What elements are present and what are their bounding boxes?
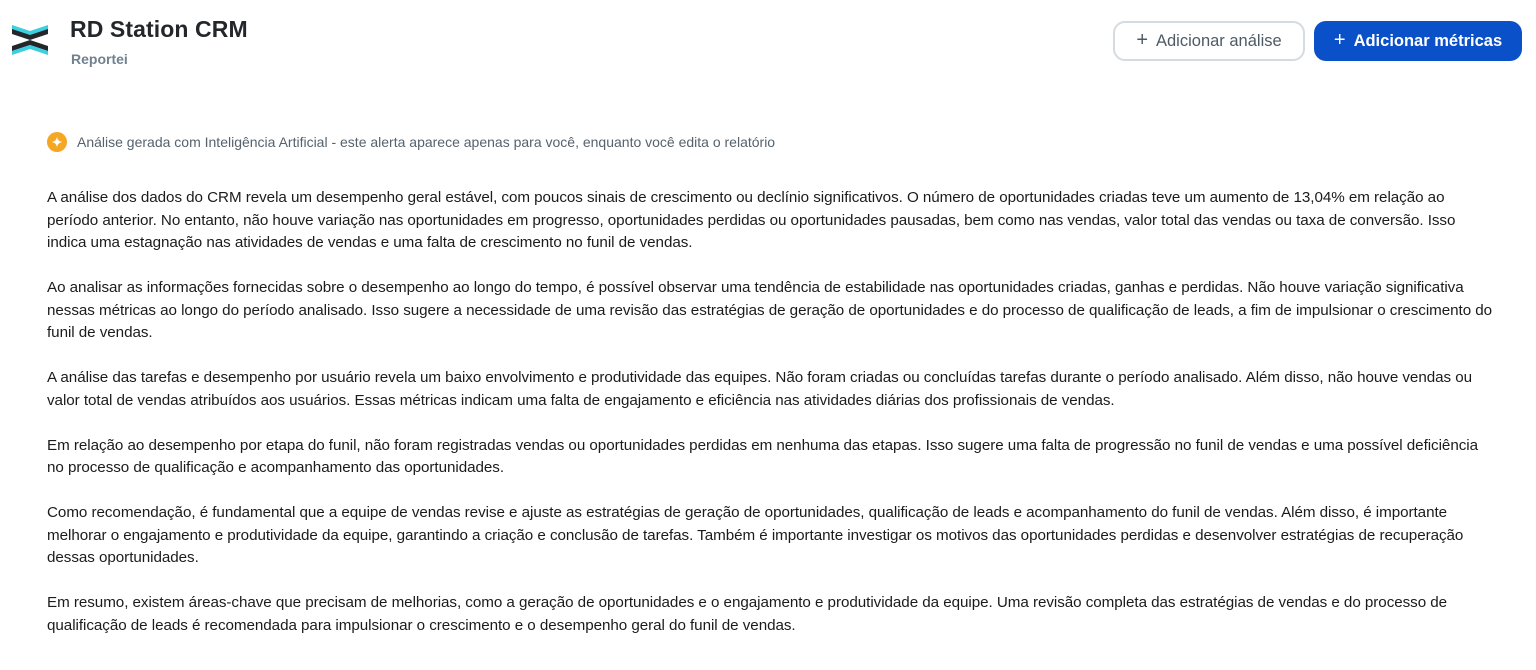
add-analysis-label: Adicionar análise <box>1156 31 1282 50</box>
add-metrics-button[interactable] <box>1314 21 1522 61</box>
analysis-paragraph: Ao analisar as informações fornecidas sobre o desempenho ao longo do tempo, é possível observar uma tendência de estabilidade nas oportunidades criadas, ganhas e perdidas. Não houve variação significativa nessas métricas ao longo do período analisado. Isso sugere a necessidade de uma revisão das estratégias de geração de oportunidades e do processo de qualificação de leads, a fim de impulsionar o crescimento do funil de vendas. <box>47 279 1493 341</box>
plus-icon: + <box>1333 29 1346 51</box>
ai-generated-alert <box>47 132 775 152</box>
report-header <box>0 0 1536 80</box>
add-metrics-label: Adicionar métricas <box>1353 31 1503 50</box>
analysis-text-block <box>47 187 1497 660</box>
page-title: RD Station CRM <box>70 16 248 42</box>
plus-icon: + <box>1136 29 1148 51</box>
alert-text: Análise gerada com Inteligência Artificial - este alerta aparece apenas para você, enquanto você edita o relatório <box>77 134 776 150</box>
analysis-paragraph: Em relação ao desempenho por etapa do funil, não foram registradas vendas ou oportunidades perdidas em nenhuma das etapas. Isso sugere uma falta de progressão no funil de vendas e uma possível deficiência no processo de qualificação e acompanhamento das oportunidades. <box>47 436 1478 476</box>
add-analysis-button[interactable] <box>1113 21 1305 61</box>
analysis-paragraph: A análise dos dados do CRM revela um desempenho geral estável, com poucos sinais de crescimento ou declínio significativos. O número de oportunidades criadas teve um aumento de 13,04% em relação ao período anterior. No entanto, não houve variação nas oportunidades em progresso, oportunidades perdidas ou oportunidades pausadas, bem como nas vendas, valor total das vendas ou taxa de conversão. Isso indica uma estagnação nas atividades de vendas e uma falta de crescimento no funil de vendas. <box>47 189 1456 251</box>
analysis-paragraph: Em resumo, existem áreas-chave que precisam de melhorias, como a geração de oportunidades e o engajamento e produtividade da equipe. Uma revisão completa das estratégias de vendas e do processo de qualificação de leads é recomendada para impulsionar o crescimento e o desempenho geral do funil de vendas. <box>47 594 1448 634</box>
analysis-paragraph: Como recomendação, é fundamental que a equipe de vendas revise e ajuste as estratégias de geração de oportunidades, qualificação de leads e acompanhamento do funil de vendas. Além disso, é importante melhorar o engajamento e produtividade da equipe, garantindo a criação e conclusão de tarefas. Também é importante investigar os motivos das oportunidades perdidas e desenvolver estratégias de recuperação dessas oportunidades. <box>47 504 1464 566</box>
analysis-paragraph: A análise das tarefas e desempenho por usuário revela um baixo envolvimento e produtividade das equipes. Não foram criadas ou concluídas tarefas durante o período analisado. Além disso, não houve vendas ou valor total de vendas atribuídos aos usuários. Essas métricas indicam uma falta de engajamento e eficiência nas atividades diárias dos profissionais de vendas. <box>47 369 1473 409</box>
rd-station-logo-icon <box>11 22 49 58</box>
page-subtitle: Reportei <box>71 51 128 67</box>
ai-sparkle-icon <box>47 132 67 152</box>
